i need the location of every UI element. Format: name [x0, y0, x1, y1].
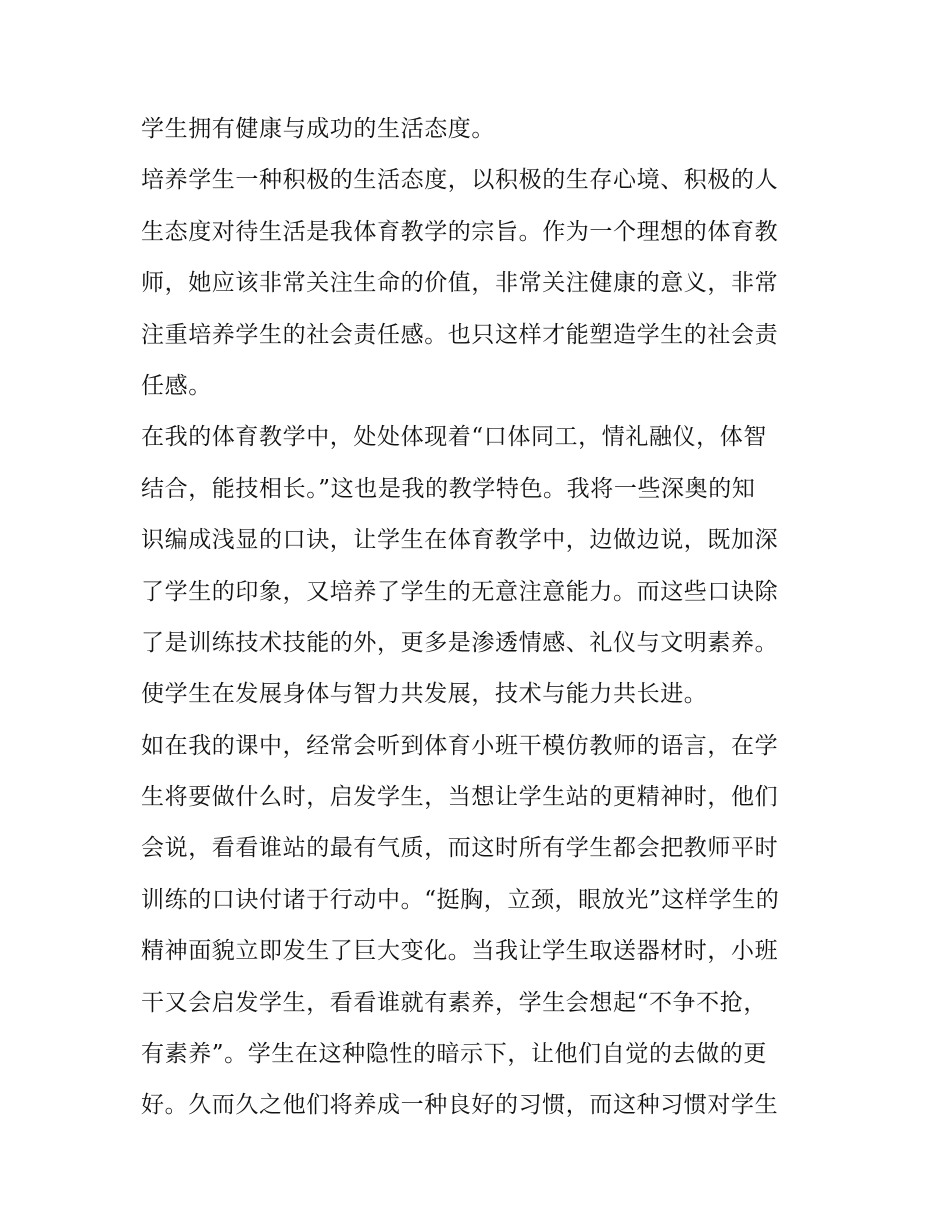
text-line: 在我的体育教学中，处处体现着“口体同工，情礼融仪，体智 [141, 424, 767, 451]
text-line: 精神面貌立即发生了巨大变化。当我让学生取送器材时，小班 [141, 938, 779, 965]
text-line: 有素养”。学生在这种隐性的暗示下，让他们自觉的去做的更 [141, 1041, 767, 1068]
text-line: 识编成浅显的口诀，让学生在体育教学中，边做边说，既加深 [141, 527, 779, 554]
text-line: 结合，能技相长。”这也是我的教学特色。我将一些深奥的知 [141, 475, 756, 502]
text-line: 生将要做什么时，启发学生，当想让学生站的更精神时，他们 [141, 784, 779, 811]
document-body [141, 104, 821, 1132]
text-line: 好。久而久之他们将养成一种良好的习惯，而这种习惯对学生 [141, 1092, 779, 1119]
text-line: 会说，看看谁站的最有气质，而这时所有学生都会把教师平时 [141, 835, 779, 862]
text-line: 训练的口诀付诸于行动中。“挺胸，立颈，眼放光”这样学生的 [141, 886, 780, 913]
text-line: 注重培养学生的社会责任感。也只这样才能塑造学生的社会责 [141, 321, 779, 348]
text-line: 了是训练技术技能的外，更多是渗透情感、礼仪与文明素养。 [141, 629, 779, 656]
text-line: 生态度对待生活是我体育教学的宗旨。作为一个理想的体育教 [141, 218, 779, 245]
text-line: 培养学生一种积极的生活态度，以积极的生存心境、积极的人 [141, 167, 779, 194]
text-line: 师，她应该非常关注生命的价值，非常关注健康的意义，非常 [141, 270, 779, 297]
text-line: 干又会启发学生，看看谁就有素养，学生会想起“不争不抢， [141, 989, 767, 1016]
text-line: 如在我的课中，经常会听到体育小班干模仿教师的语言，在学 [141, 732, 779, 759]
text-line: 学生拥有健康与成功的生活态度。 [141, 116, 495, 142]
text-line: 任感。 [141, 372, 212, 399]
text-line: 使学生在发展身体与智力共发展，技术与能力共长进。 [141, 681, 708, 708]
text-line: 了学生的印象，又培养了学生的无意注意能力。而这些口诀除 [141, 578, 779, 605]
